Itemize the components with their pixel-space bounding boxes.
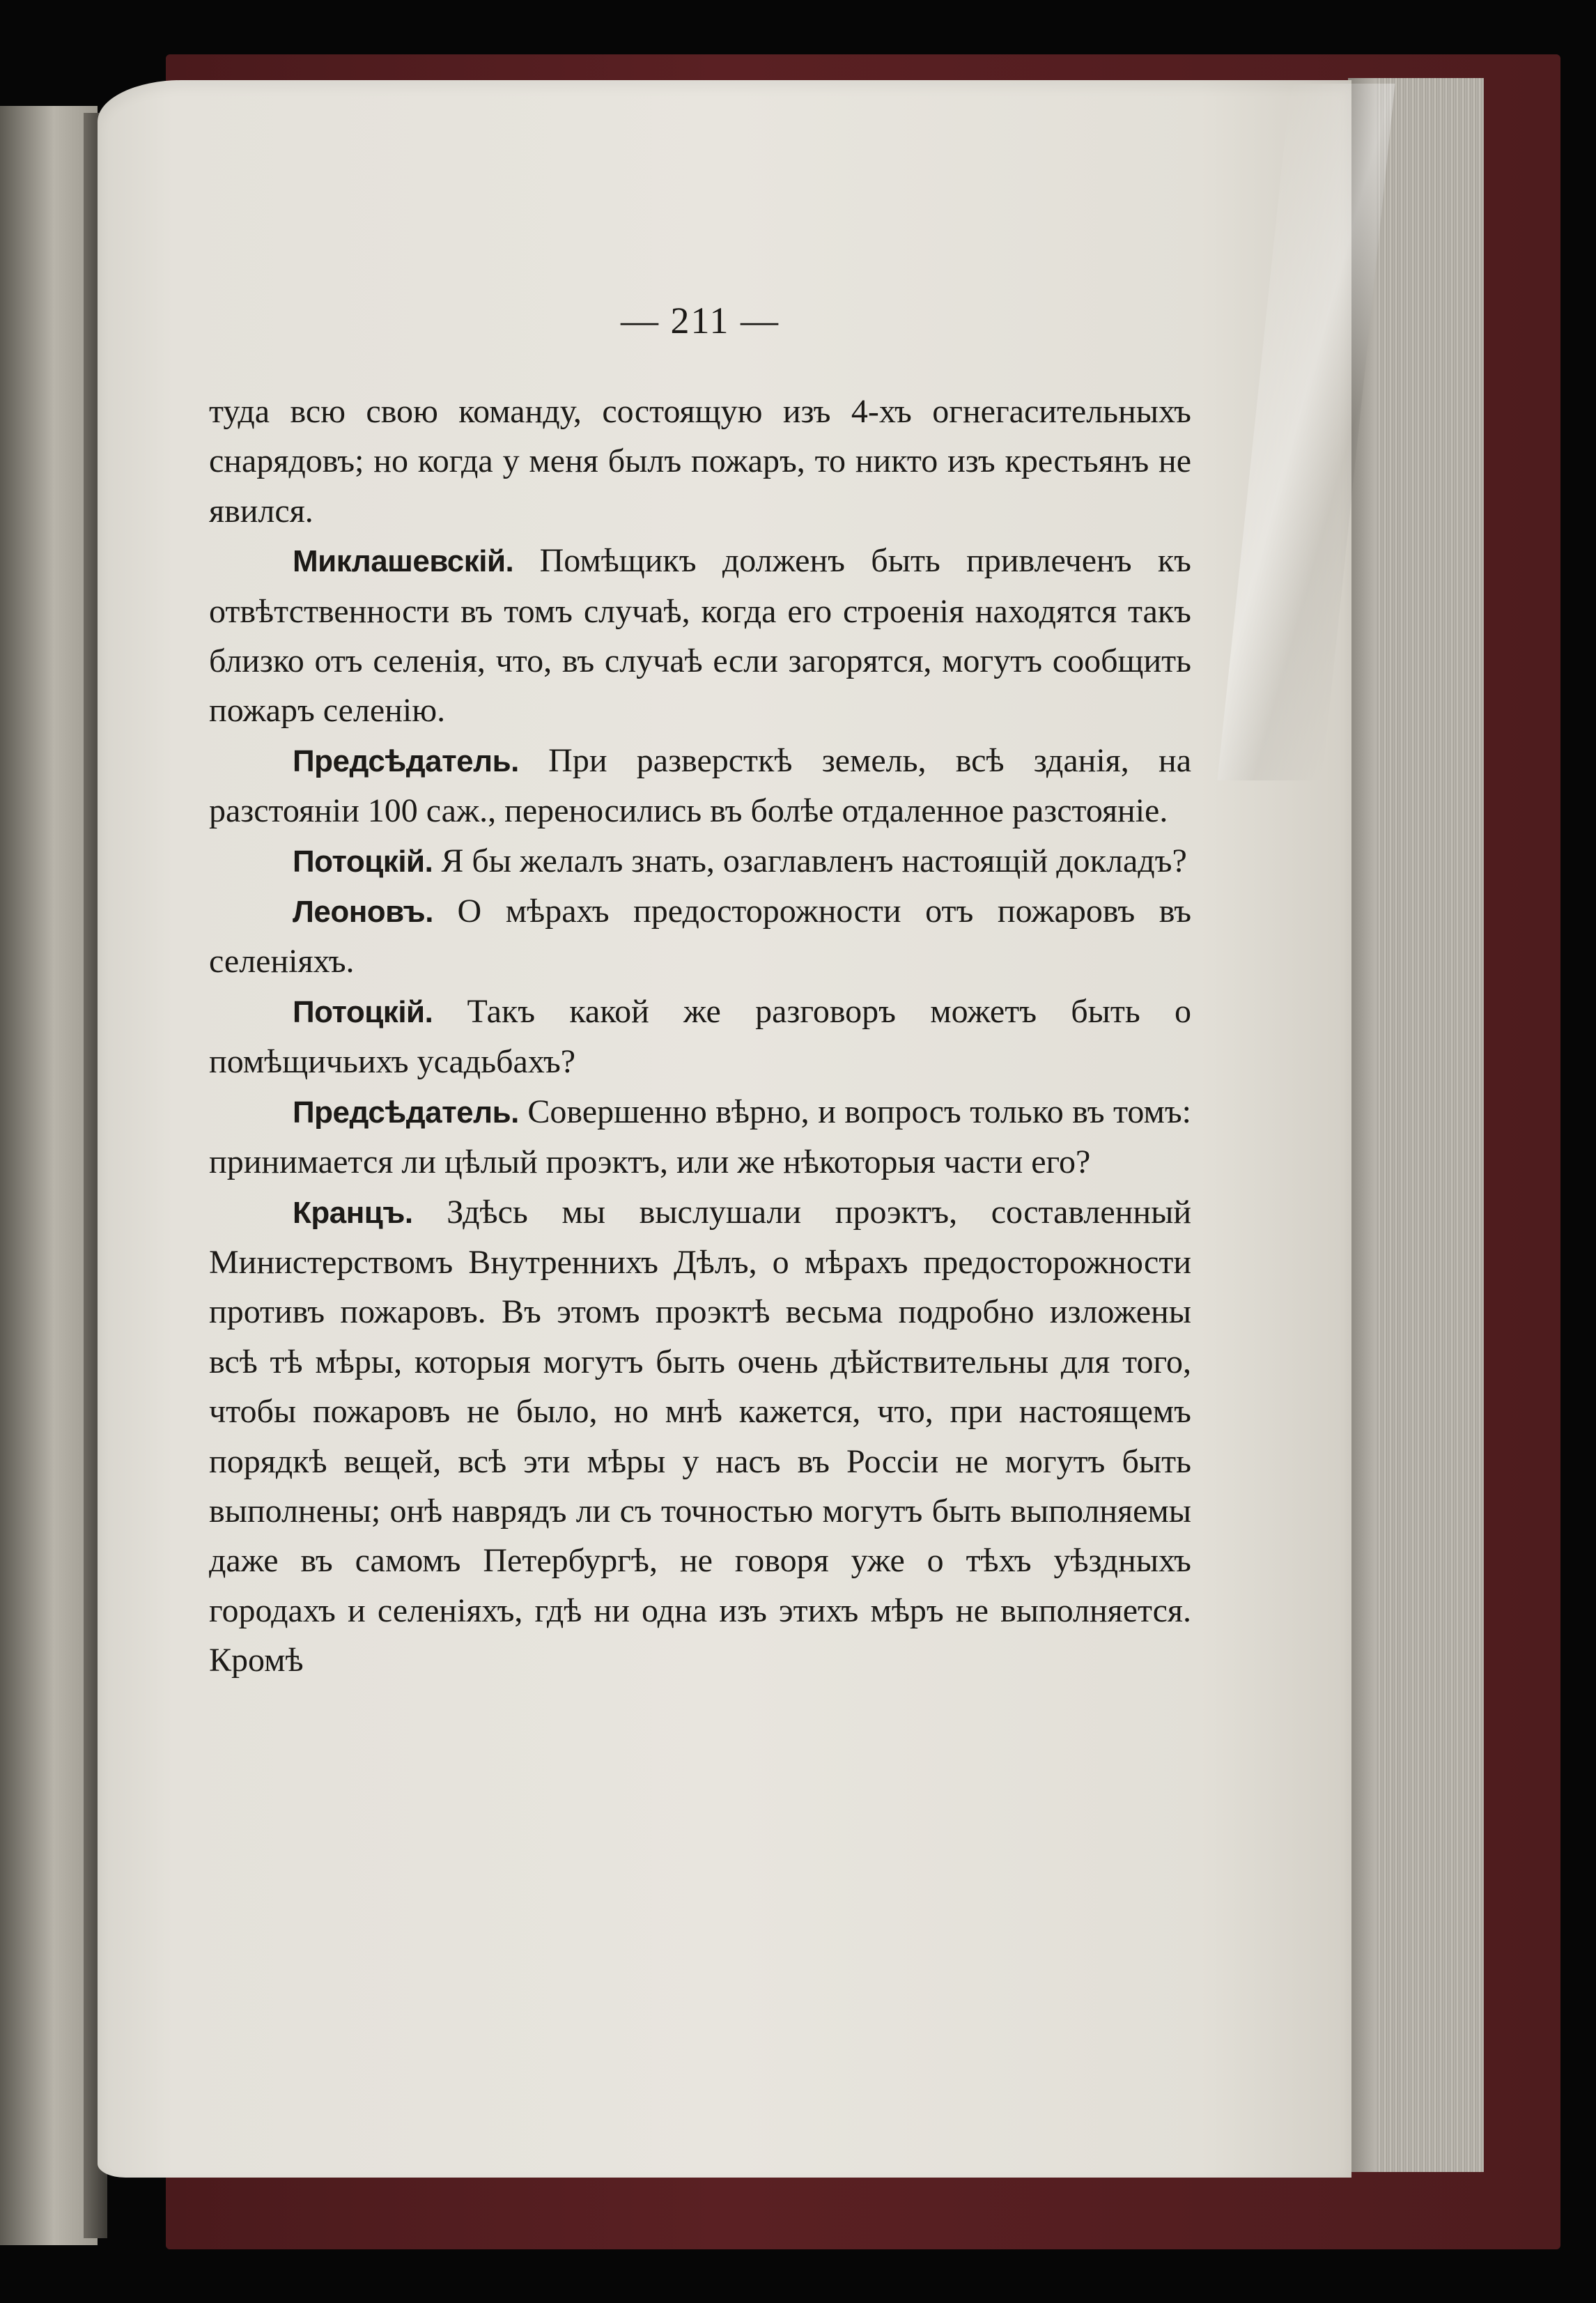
paragraph <box>209 1087 1191 1187</box>
speaker-name: Миклашевскій. <box>293 544 514 579</box>
paragraph-text: При разверсткѣ земель, всѣ зданія, на разстояніи 100 саж., переносились въ болѣе отдаленное разстояніе. <box>209 741 1192 830</box>
paragraph-text: Такъ какой же разговоръ можетъ быть о помѣщичьихъ усадьбахъ? <box>209 992 1191 1081</box>
paragraph-text: Здѣсь мы выслушали проэктъ, составленный Министерствомъ Внутреннихъ Дѣлъ, о мѣрахъ предосторожности противъ пожаровъ. Въ этомъ проэктѣ весьма подробно изложены всѣ тѣ мѣры, которыя могутъ быть очень дѣйствительны для того, чтобы пожаровъ не было, но мнѣ кажется, что, при настоящемъ порядкѣ вещей, всѣ эти мѣры у насъ въ Россіи не могутъ быть выполнены; онѣ наврядъ ли съ точностью могутъ быть выполняемы даже въ самомъ Петербургѣ, не говоря уже о тѣхъ уѣздныхъ городахъ и селеніяхъ, гдѣ ни одна изъ этихъ мѣръ не выполняется. Кромѣ <box>209 1193 1192 1679</box>
speaker-name: Потоцкій. <box>293 994 433 1029</box>
page-text <box>209 296 1191 1686</box>
paragraph <box>209 736 1191 836</box>
speaker-name: Потоцкій. <box>293 844 433 879</box>
paragraph <box>209 1187 1191 1686</box>
paragraph <box>209 387 1191 536</box>
paragraph-text: Я бы желалъ знать, озаглавленъ настоящій докладъ? <box>441 842 1187 879</box>
paragraph <box>209 836 1191 886</box>
speaker-name: Леоновъ. <box>293 895 433 930</box>
speaker-name: Предсѣдатель. <box>293 744 519 778</box>
paragraph-text: О мѣрахъ предосторожности отъ пожаровъ въ селеніяхъ. <box>209 893 1192 980</box>
speaker-name: Предсѣдатель. <box>293 1095 519 1130</box>
paragraph <box>209 536 1191 736</box>
paragraph <box>209 987 1191 1087</box>
page-stack-shadow <box>1348 78 1376 2172</box>
page-number: — 211 — <box>621 300 780 341</box>
paragraph <box>209 886 1191 987</box>
paragraph-text: Совершенно вѣрно, и вопросъ только въ томъ: принимается ли цѣлый проэктъ, или же нѣкоторыя части его? <box>209 1093 1192 1181</box>
speaker-name: Кранцъ. <box>293 1195 413 1230</box>
paragraph-text: Помѣщикъ долженъ быть привлеченъ къ отвѣтственности въ томъ случаѣ, когда его строенія находятся такъ близко отъ селенія, что, въ случаѣ если загорятся, могутъ сообщить пожаръ селенію. <box>209 542 1191 730</box>
paragraph-text: туда всю свою команду, состоящую изъ 4-хъ огнегасительныхъ снарядовъ; но когда у меня былъ пожаръ, то никто изъ крестьянъ не явился. <box>209 393 1191 530</box>
left-page-edge <box>0 106 98 2245</box>
